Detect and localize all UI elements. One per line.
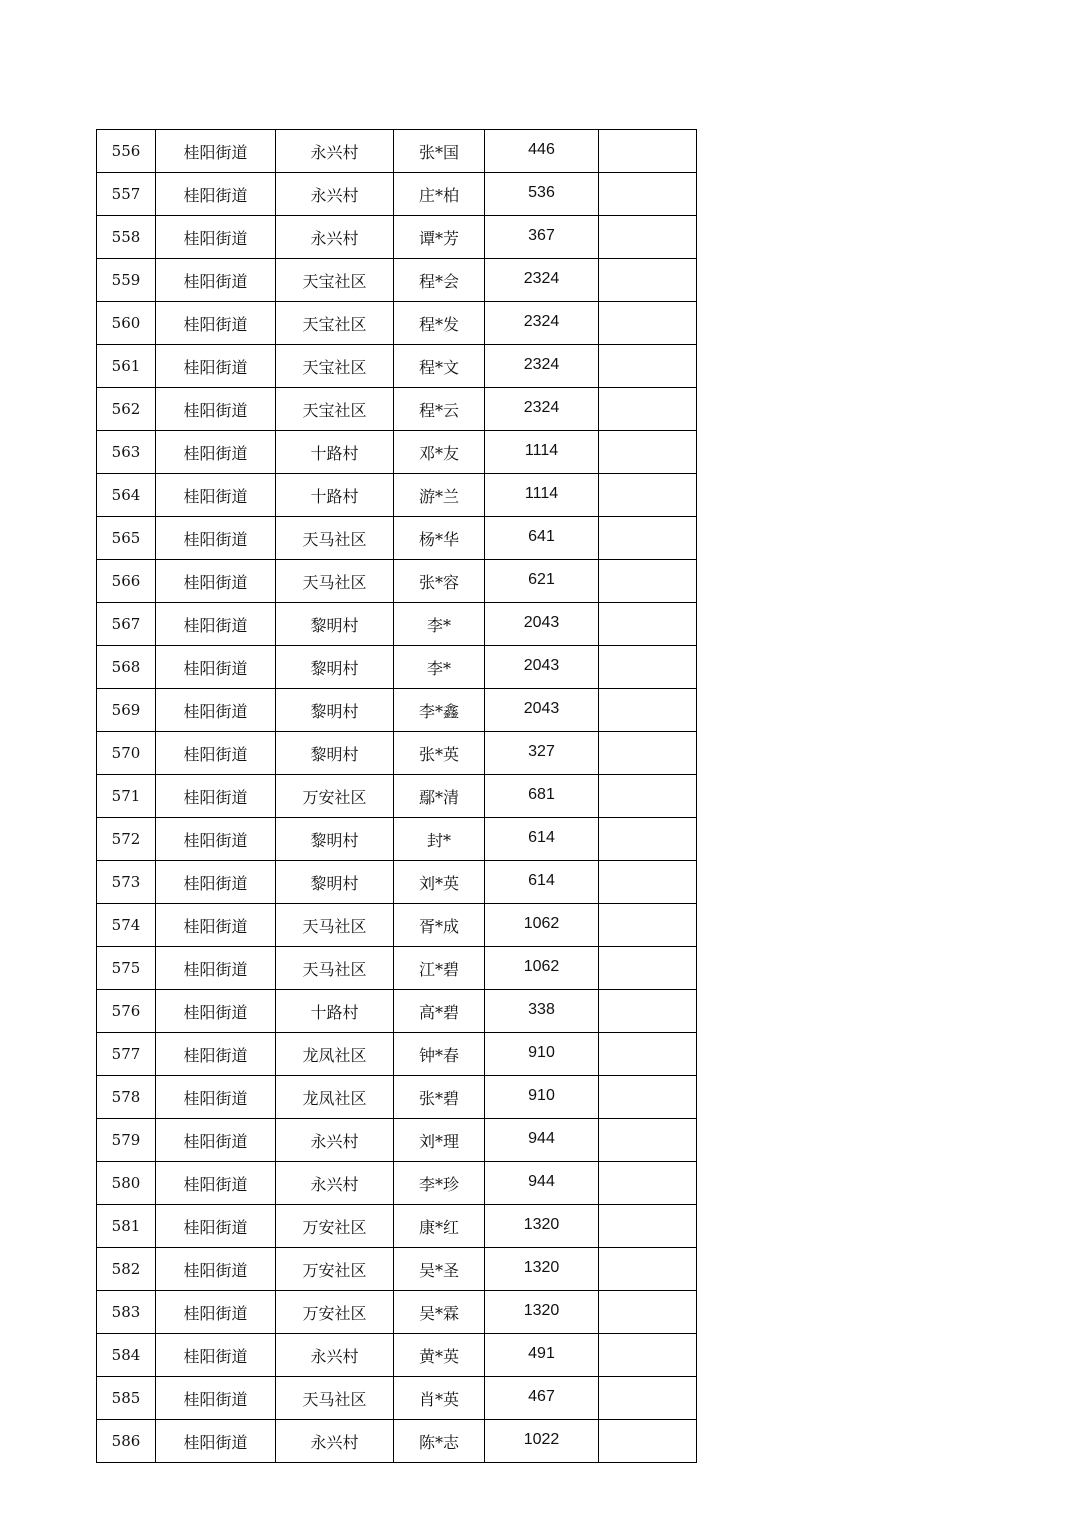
cell-name: 杨*华 (394, 517, 485, 560)
table-row (97, 1205, 697, 1248)
cell-serial-number: 559 (97, 259, 156, 302)
cell-name: 李* (394, 646, 485, 689)
cell-village: 天马社区 (276, 517, 394, 560)
cell-amount: 1022 (485, 1420, 599, 1463)
cell-street: 桂阳街道 (156, 259, 276, 302)
cell-amount: 2324 (485, 302, 599, 345)
cell-note (599, 216, 697, 259)
cell-serial-number: 581 (97, 1205, 156, 1248)
cell-serial-number: 557 (97, 173, 156, 216)
cell-village: 永兴村 (276, 1162, 394, 1205)
cell-village: 万安社区 (276, 1291, 394, 1334)
cell-street: 桂阳街道 (156, 1033, 276, 1076)
cell-serial-number: 577 (97, 1033, 156, 1076)
cell-name: 吴*霖 (394, 1291, 485, 1334)
cell-village: 万安社区 (276, 775, 394, 818)
cell-street: 桂阳街道 (156, 1076, 276, 1119)
cell-serial-number: 568 (97, 646, 156, 689)
cell-note (599, 259, 697, 302)
cell-amount: 327 (485, 732, 599, 775)
cell-village: 龙凤社区 (276, 1076, 394, 1119)
table-row (97, 1076, 697, 1119)
cell-village: 十路村 (276, 474, 394, 517)
cell-amount: 2043 (485, 603, 599, 646)
data-table (96, 129, 697, 1463)
cell-village: 黎明村 (276, 861, 394, 904)
cell-amount: 1114 (485, 431, 599, 474)
cell-note (599, 1205, 697, 1248)
cell-village: 永兴村 (276, 1119, 394, 1162)
cell-street: 桂阳街道 (156, 775, 276, 818)
cell-serial-number: 580 (97, 1162, 156, 1205)
cell-name: 李* (394, 603, 485, 646)
cell-village: 天宝社区 (276, 302, 394, 345)
cell-serial-number: 582 (97, 1248, 156, 1291)
table-body (97, 130, 697, 1463)
cell-serial-number: 586 (97, 1420, 156, 1463)
cell-amount: 1114 (485, 474, 599, 517)
cell-note (599, 689, 697, 732)
cell-village: 永兴村 (276, 130, 394, 173)
cell-amount: 2324 (485, 259, 599, 302)
cell-village: 永兴村 (276, 173, 394, 216)
cell-serial-number: 574 (97, 904, 156, 947)
cell-name: 黄*英 (394, 1334, 485, 1377)
cell-note (599, 1033, 697, 1076)
cell-street: 桂阳街道 (156, 216, 276, 259)
cell-note (599, 130, 697, 173)
cell-serial-number: 556 (97, 130, 156, 173)
cell-street: 桂阳街道 (156, 818, 276, 861)
cell-village: 黎明村 (276, 646, 394, 689)
cell-village: 万安社区 (276, 1205, 394, 1248)
cell-name: 张*碧 (394, 1076, 485, 1119)
table-row (97, 130, 697, 173)
cell-street: 桂阳街道 (156, 689, 276, 732)
cell-street: 桂阳街道 (156, 130, 276, 173)
cell-village: 黎明村 (276, 689, 394, 732)
cell-serial-number: 564 (97, 474, 156, 517)
table-row (97, 302, 697, 345)
cell-name: 鄢*清 (394, 775, 485, 818)
table-row (97, 1420, 697, 1463)
cell-amount: 614 (485, 861, 599, 904)
cell-name: 李*珍 (394, 1162, 485, 1205)
cell-note (599, 1119, 697, 1162)
table-row (97, 689, 697, 732)
cell-street: 桂阳街道 (156, 560, 276, 603)
cell-village: 龙凤社区 (276, 1033, 394, 1076)
table-row (97, 1162, 697, 1205)
cell-note (599, 1076, 697, 1119)
cell-amount: 2043 (485, 646, 599, 689)
cell-amount: 467 (485, 1377, 599, 1420)
cell-street: 桂阳街道 (156, 646, 276, 689)
cell-serial-number: 585 (97, 1377, 156, 1420)
cell-village: 天马社区 (276, 904, 394, 947)
cell-street: 桂阳街道 (156, 603, 276, 646)
cell-street: 桂阳街道 (156, 947, 276, 990)
table-row (97, 517, 697, 560)
table-row (97, 216, 697, 259)
cell-name: 程*发 (394, 302, 485, 345)
cell-amount: 367 (485, 216, 599, 259)
cell-note (599, 947, 697, 990)
table-row (97, 1291, 697, 1334)
cell-amount: 1320 (485, 1248, 599, 1291)
cell-name: 江*碧 (394, 947, 485, 990)
cell-note (599, 388, 697, 431)
cell-serial-number: 565 (97, 517, 156, 560)
cell-amount: 1320 (485, 1291, 599, 1334)
cell-name: 封* (394, 818, 485, 861)
cell-note (599, 1420, 697, 1463)
cell-serial-number: 579 (97, 1119, 156, 1162)
cell-amount: 2324 (485, 345, 599, 388)
cell-serial-number: 570 (97, 732, 156, 775)
cell-note (599, 431, 697, 474)
cell-name: 肖*英 (394, 1377, 485, 1420)
table-row (97, 947, 697, 990)
cell-amount: 944 (485, 1162, 599, 1205)
cell-name: 钟*春 (394, 1033, 485, 1076)
table-row (97, 904, 697, 947)
cell-name: 庄*柏 (394, 173, 485, 216)
cell-village: 天马社区 (276, 560, 394, 603)
cell-amount: 681 (485, 775, 599, 818)
cell-street: 桂阳街道 (156, 1420, 276, 1463)
cell-village: 黎明村 (276, 818, 394, 861)
cell-street: 桂阳街道 (156, 1291, 276, 1334)
cell-street: 桂阳街道 (156, 517, 276, 560)
cell-amount: 2324 (485, 388, 599, 431)
cell-village: 天马社区 (276, 947, 394, 990)
cell-village: 黎明村 (276, 603, 394, 646)
cell-serial-number: 562 (97, 388, 156, 431)
cell-street: 桂阳街道 (156, 388, 276, 431)
cell-amount: 2043 (485, 689, 599, 732)
cell-serial-number: 584 (97, 1334, 156, 1377)
cell-street: 桂阳街道 (156, 904, 276, 947)
cell-name: 谭*芳 (394, 216, 485, 259)
cell-name: 程*会 (394, 259, 485, 302)
cell-village: 永兴村 (276, 216, 394, 259)
cell-note (599, 302, 697, 345)
cell-street: 桂阳街道 (156, 1205, 276, 1248)
cell-village: 永兴村 (276, 1420, 394, 1463)
cell-name: 游*兰 (394, 474, 485, 517)
table-row (97, 1033, 697, 1076)
cell-amount: 1320 (485, 1205, 599, 1248)
cell-note (599, 1162, 697, 1205)
cell-village: 天马社区 (276, 1377, 394, 1420)
cell-serial-number: 573 (97, 861, 156, 904)
cell-name: 刘*英 (394, 861, 485, 904)
cell-amount: 446 (485, 130, 599, 173)
cell-note (599, 990, 697, 1033)
cell-amount: 1062 (485, 947, 599, 990)
cell-serial-number: 571 (97, 775, 156, 818)
table-row (97, 603, 697, 646)
cell-serial-number: 560 (97, 302, 156, 345)
cell-serial-number: 563 (97, 431, 156, 474)
cell-name: 康*红 (394, 1205, 485, 1248)
cell-street: 桂阳街道 (156, 474, 276, 517)
table-row (97, 173, 697, 216)
cell-name: 邓*友 (394, 431, 485, 474)
cell-name: 张*容 (394, 560, 485, 603)
cell-street: 桂阳街道 (156, 302, 276, 345)
table-row (97, 1334, 697, 1377)
table-row (97, 1377, 697, 1420)
cell-village: 黎明村 (276, 732, 394, 775)
cell-note (599, 861, 697, 904)
cell-street: 桂阳街道 (156, 1334, 276, 1377)
cell-name: 张*国 (394, 130, 485, 173)
table-row (97, 431, 697, 474)
cell-name: 胥*成 (394, 904, 485, 947)
cell-name: 李*鑫 (394, 689, 485, 732)
cell-note (599, 732, 697, 775)
cell-street: 桂阳街道 (156, 1248, 276, 1291)
cell-village: 十路村 (276, 990, 394, 1033)
table-row (97, 990, 697, 1033)
cell-note (599, 904, 697, 947)
cell-serial-number: 578 (97, 1076, 156, 1119)
cell-village: 十路村 (276, 431, 394, 474)
table-row (97, 646, 697, 689)
cell-serial-number: 566 (97, 560, 156, 603)
cell-village: 天宝社区 (276, 345, 394, 388)
cell-amount: 910 (485, 1033, 599, 1076)
cell-name: 刘*理 (394, 1119, 485, 1162)
cell-note (599, 1248, 697, 1291)
table-row (97, 259, 697, 302)
table-row (97, 861, 697, 904)
cell-amount: 944 (485, 1119, 599, 1162)
cell-note (599, 1334, 697, 1377)
cell-amount: 491 (485, 1334, 599, 1377)
cell-note (599, 474, 697, 517)
cell-serial-number: 569 (97, 689, 156, 732)
cell-serial-number: 576 (97, 990, 156, 1033)
cell-amount: 338 (485, 990, 599, 1033)
cell-serial-number: 561 (97, 345, 156, 388)
cell-note (599, 818, 697, 861)
cell-amount: 1062 (485, 904, 599, 947)
table-row (97, 775, 697, 818)
cell-serial-number: 572 (97, 818, 156, 861)
cell-note (599, 173, 697, 216)
table-row (97, 560, 697, 603)
table-row (97, 732, 697, 775)
cell-village: 天宝社区 (276, 388, 394, 431)
cell-street: 桂阳街道 (156, 1162, 276, 1205)
table-row (97, 388, 697, 431)
cell-amount: 614 (485, 818, 599, 861)
cell-serial-number: 567 (97, 603, 156, 646)
cell-street: 桂阳街道 (156, 1377, 276, 1420)
cell-name: 程*云 (394, 388, 485, 431)
cell-name: 程*文 (394, 345, 485, 388)
cell-amount: 536 (485, 173, 599, 216)
cell-serial-number: 583 (97, 1291, 156, 1334)
cell-street: 桂阳街道 (156, 173, 276, 216)
cell-street: 桂阳街道 (156, 1119, 276, 1162)
cell-amount: 621 (485, 560, 599, 603)
cell-village: 天宝社区 (276, 259, 394, 302)
cell-note (599, 603, 697, 646)
cell-note (599, 345, 697, 388)
cell-amount: 910 (485, 1076, 599, 1119)
table-row (97, 345, 697, 388)
table-row (97, 1248, 697, 1291)
cell-street: 桂阳街道 (156, 345, 276, 388)
cell-note (599, 775, 697, 818)
cell-note (599, 517, 697, 560)
cell-note (599, 1377, 697, 1420)
table-row (97, 474, 697, 517)
cell-note (599, 646, 697, 689)
cell-serial-number: 558 (97, 216, 156, 259)
table-row (97, 818, 697, 861)
cell-note (599, 1291, 697, 1334)
cell-street: 桂阳街道 (156, 990, 276, 1033)
cell-name: 高*碧 (394, 990, 485, 1033)
cell-name: 吴*圣 (394, 1248, 485, 1291)
cell-serial-number: 575 (97, 947, 156, 990)
cell-name: 陈*志 (394, 1420, 485, 1463)
cell-amount: 641 (485, 517, 599, 560)
cell-street: 桂阳街道 (156, 861, 276, 904)
table-row (97, 1119, 697, 1162)
cell-street: 桂阳街道 (156, 732, 276, 775)
cell-name: 张*英 (394, 732, 485, 775)
cell-note (599, 560, 697, 603)
cell-village: 永兴村 (276, 1334, 394, 1377)
cell-village: 万安社区 (276, 1248, 394, 1291)
cell-street: 桂阳街道 (156, 431, 276, 474)
